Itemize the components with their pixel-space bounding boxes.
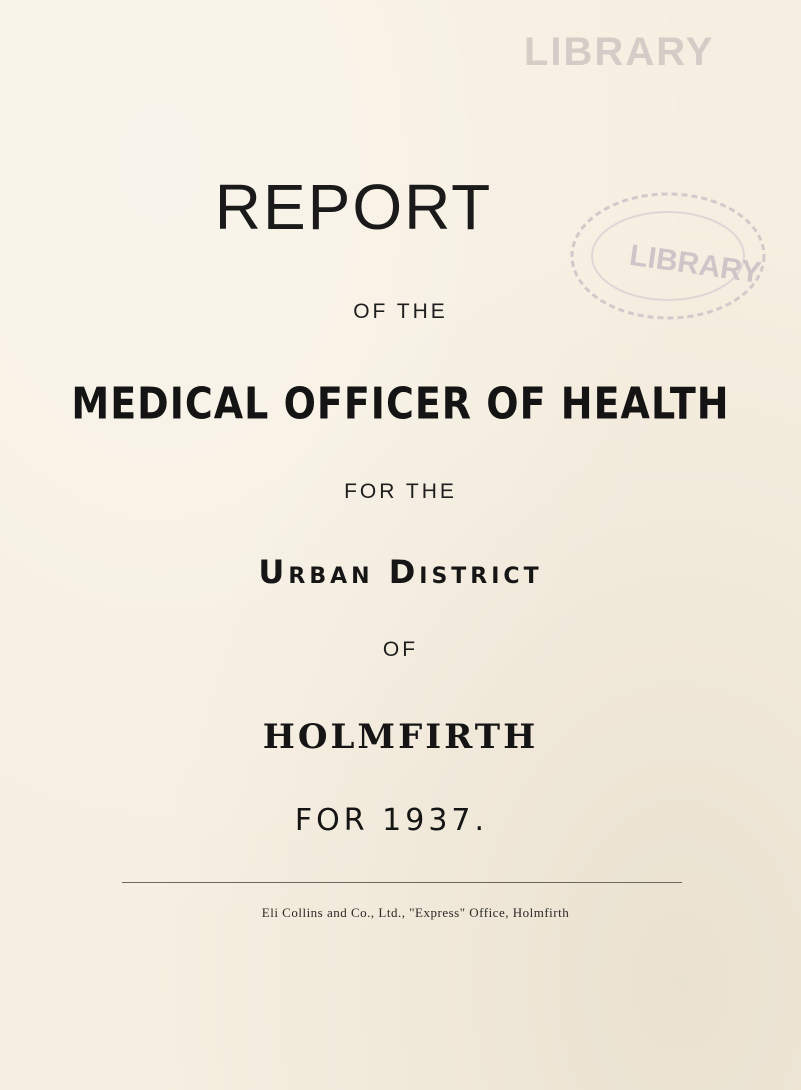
- medical-officer-heading: MEDICAL OFFICER OF HEALTH: [71, 378, 730, 429]
- svg-text:LIBRARY: LIBRARY: [627, 238, 763, 290]
- district-heading: Urban District: [258, 553, 543, 591]
- report-year: FOR 1937.: [294, 803, 489, 838]
- of-line: OF: [382, 638, 419, 661]
- divider-rule: [122, 882, 682, 883]
- library-stamp-text: LIBRARY: [524, 30, 715, 74]
- printer-imprint: Eli Collins and Co., Ltd., "Express" Office, Holmfirth: [261, 905, 570, 920]
- for-the-line: FOR THE: [344, 480, 457, 503]
- of-the-line: OF THE: [353, 300, 448, 323]
- report-title: REPORT: [214, 171, 493, 243]
- place-name: HOLMFIRTH: [262, 717, 539, 757]
